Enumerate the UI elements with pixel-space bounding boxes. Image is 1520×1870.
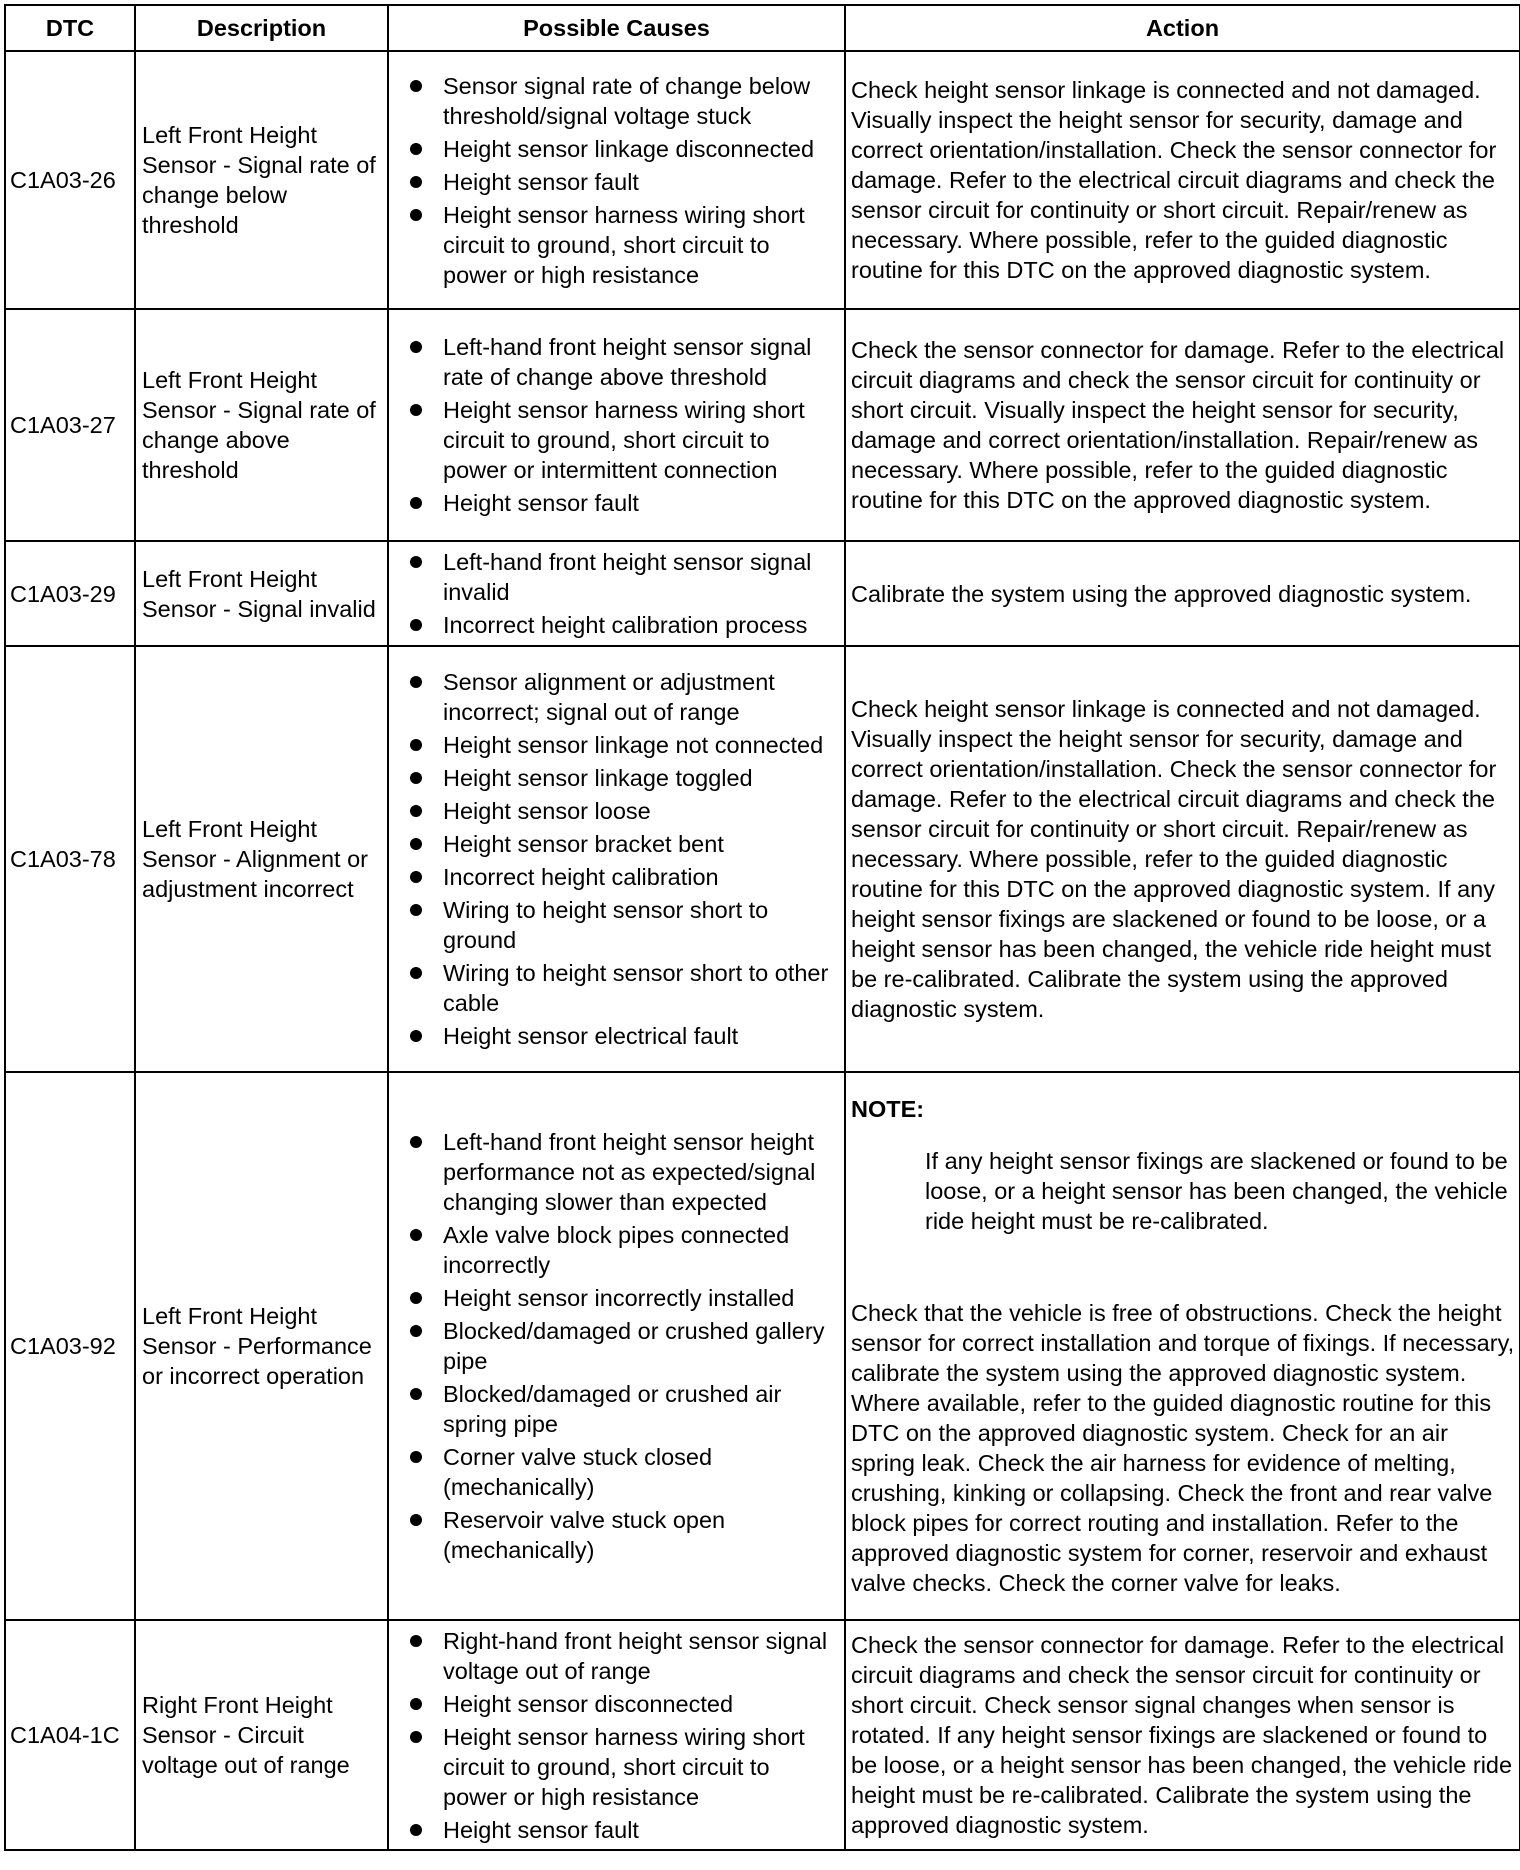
cause-item: Incorrect height calibration [407, 862, 840, 892]
cause-list [407, 1127, 840, 1565]
action-text: Check height sensor linkage is connected and not damaged. Visually inspect the height sensor for security, damage and correct orientation/installation. Check the sensor connector for damage. Refer to the electrical circuit diagrams and check the sensor circuit for continuity or short circuit. Repair/renew as necessary. Where possible, refer to the guided diagnostic routine for this DTC on the approved diagnostic system. If any height sensor fixings are slackened or found to be loose, or a height sensor has been changed, the vehicle ride height must be re-calibrated. Calibrate the system using the approved diagnostic system. [845, 646, 1520, 1072]
cause-item: Height sensor harness wiring short circuit to ground, short circuit to power or intermittent connection [407, 395, 840, 485]
cause-item: Sensor alignment or adjustment incorrect; signal out of range [407, 667, 840, 727]
possible-causes [388, 309, 845, 541]
cause-item: Wiring to height sensor short to other cable [407, 958, 840, 1018]
cause-item: Height sensor fault [407, 488, 840, 518]
cause-item: Height sensor linkage not connected [407, 730, 840, 760]
header-possible-causes: Possible Causes [388, 5, 845, 51]
cause-item: Right-hand front height sensor signal voltage out of range [407, 1626, 840, 1686]
dtc-description: Left Front Height Sensor - Alignment or adjustment incorrect [135, 646, 388, 1072]
dtc-code: C1A03-78 [5, 646, 135, 1072]
cause-list [407, 667, 840, 1051]
header-description: Description [135, 5, 388, 51]
note-label: NOTE: [851, 1096, 925, 1122]
action-text: Check that the vehicle is free of obstructions. Check the height sensor for correct installation and torque of fixings. If necessary, calibrate the system using the approved diagnostic system. Where available, refer to the guided diagnostic routine for this DTC on the approved diagnostic system. Check for an air spring leak. Check the air harness for evidence of melting, crushing, kinking or collapsing. Check the front and rear valve block pipes for correct routing and installation. Refer to the approved diagnostic system for corner, reservoir and exhaust valve checks. Check the corner valve for leaks. [851, 1300, 1515, 1596]
header-dtc: DTC [5, 5, 135, 51]
possible-causes [388, 1072, 845, 1620]
dtc-description: Left Front Height Sensor - Signal rate of change below threshold [135, 51, 388, 309]
note-text: If any height sensor fixings are slackened or found to be loose, or a height sensor has been changed, the vehicle ride height must be re-calibrated. [925, 1148, 1508, 1234]
table-row [5, 309, 1520, 541]
possible-causes [388, 541, 845, 646]
cause-item: Axle valve block pipes connected incorrectly [407, 1220, 840, 1280]
cause-item: Left-hand front height sensor signal invalid [407, 547, 840, 607]
dtc-code: C1A03-29 [5, 541, 135, 646]
cause-item: Height sensor linkage toggled [407, 763, 840, 793]
dtc-description: Right Front Height Sensor - Circuit voltage out of range [135, 1620, 388, 1850]
cause-item: Height sensor loose [407, 796, 840, 826]
dtc-code: C1A03-92 [5, 1072, 135, 1620]
cause-item: Blocked/damaged or crushed gallery pipe [407, 1316, 840, 1376]
cause-item: Height sensor linkage disconnected [407, 134, 840, 164]
action-text: Check the sensor connector for damage. Refer to the electrical circuit diagrams and check the sensor circuit for continuity or short circuit. Check sensor signal changes when sensor is rotated. If any height sensor fixings are slackened or found to be loose, or a height sensor has been changed, the vehicle ride height must be re-calibrated. Calibrate the system using the approved diagnostic system. [845, 1620, 1520, 1850]
possible-causes [388, 646, 845, 1072]
cause-item: Corner valve stuck closed (mechanically) [407, 1442, 840, 1502]
action-cell [845, 1072, 1520, 1620]
cause-list [407, 547, 840, 640]
dtc-description: Left Front Height Sensor - Signal rate of change above threshold [135, 309, 388, 541]
cause-item: Sensor signal rate of change below threshold/signal voltage stuck [407, 71, 840, 131]
cause-item: Height sensor fault [407, 167, 840, 197]
dtc-code: C1A03-27 [5, 309, 135, 541]
dtc-code: C1A03-26 [5, 51, 135, 309]
action-text: Check the sensor connector for damage. Refer to the electrical circuit diagrams and check the sensor circuit for continuity or short circuit. Visually inspect the height sensor for security, damage and correct orientation/installation. Repair/renew as necessary. Where possible, refer to the guided diagnostic routine for this DTC on the approved diagnostic system. [845, 309, 1520, 541]
dtc-description: Left Front Height Sensor - Signal invalid [135, 541, 388, 646]
table-row [5, 646, 1520, 1072]
possible-causes [388, 51, 845, 309]
table-row [5, 1072, 1520, 1620]
dtc-description: Left Front Height Sensor - Performance or incorrect operation [135, 1072, 388, 1620]
cause-item: Height sensor harness wiring short circuit to ground, short circuit to power or high resistance [407, 200, 840, 290]
cause-item: Reservoir valve stuck open (mechanically) [407, 1505, 840, 1565]
cause-item: Incorrect height calibration process [407, 610, 840, 640]
cause-list [407, 332, 840, 518]
cause-item: Height sensor bracket bent [407, 829, 840, 859]
dtc-code: C1A04-1C [5, 1620, 135, 1850]
cause-item: Wiring to height sensor short to ground [407, 895, 840, 955]
cause-list [407, 71, 840, 290]
dtc-table [4, 4, 1520, 1851]
table-row [5, 51, 1520, 309]
action-text: Check height sensor linkage is connected and not damaged. Visually inspect the height sensor for security, damage and correct orientation/installation. Check the sensor connector for damage. Refer to the electrical circuit diagrams and check the sensor circuit for continuity or short circuit. Repair/renew as necessary. Where possible, refer to the guided diagnostic routine for this DTC on the approved diagnostic system. [845, 51, 1520, 309]
cause-item: Left-hand front height sensor signal rate of change above threshold [407, 332, 840, 392]
cause-item: Height sensor electrical fault [407, 1021, 840, 1051]
table-row [5, 1620, 1520, 1850]
cause-item: Height sensor harness wiring short circuit to ground, short circuit to power or high resistance [407, 1722, 840, 1812]
cause-list [407, 1626, 840, 1845]
action-text: Calibrate the system using the approved diagnostic system. [845, 541, 1520, 646]
possible-causes [388, 1620, 845, 1850]
table-row [5, 541, 1520, 646]
cause-item: Blocked/damaged or crushed air spring pipe [407, 1379, 840, 1439]
cause-item: Height sensor incorrectly installed [407, 1283, 840, 1313]
cause-item: Height sensor disconnected [407, 1689, 840, 1719]
table-header-row [5, 5, 1520, 51]
cause-item: Height sensor fault [407, 1815, 840, 1845]
header-action: Action [845, 5, 1520, 51]
cause-item: Left-hand front height sensor height performance not as expected/signal changing slower than expected [407, 1127, 840, 1217]
